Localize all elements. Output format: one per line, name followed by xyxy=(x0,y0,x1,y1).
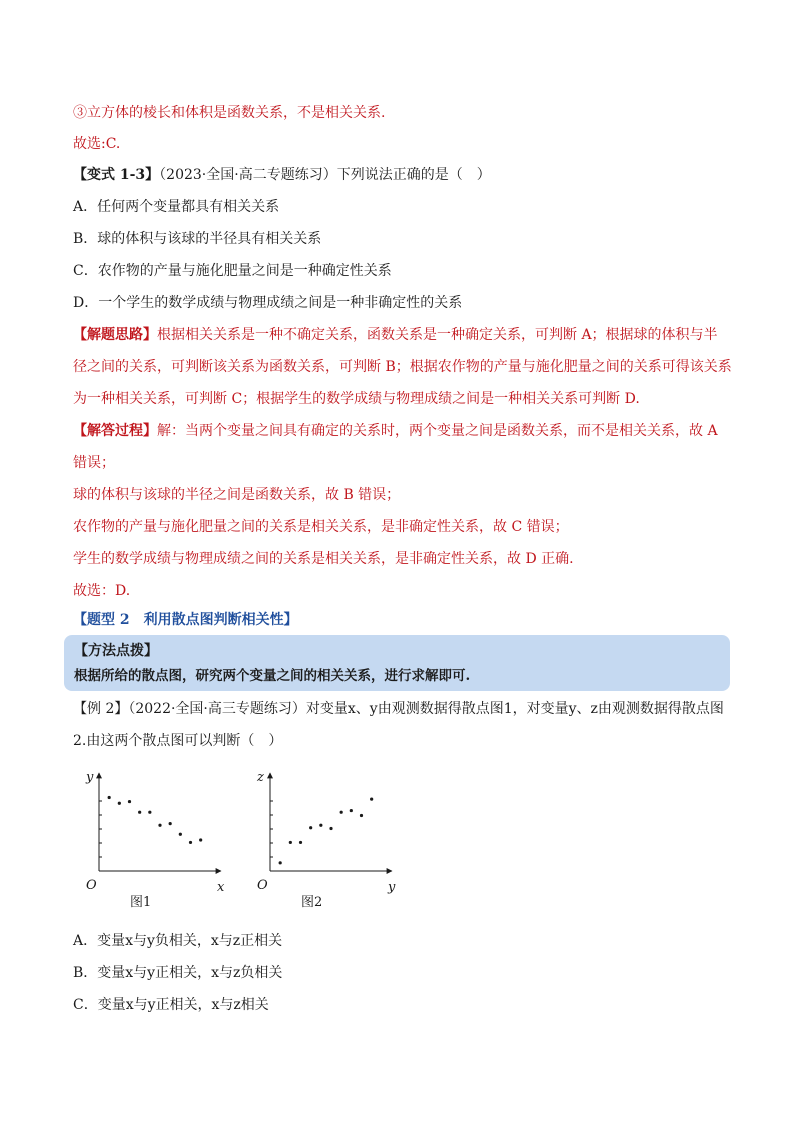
scatter-point xyxy=(279,861,282,864)
y-axis-label: y xyxy=(86,770,94,785)
topic-heading: 【题型 2 利用散点图判断相关性】 xyxy=(73,612,298,628)
scatter-point xyxy=(360,814,363,817)
process-label: 【解答过程】 xyxy=(73,423,157,439)
scatter-point xyxy=(189,841,192,844)
example-option-a: A．变量x与y负相关，x与z正相关 xyxy=(73,933,283,949)
scatter-plot-1 xyxy=(85,770,225,910)
scatter-point xyxy=(148,811,151,814)
scatter-plot-2 xyxy=(256,770,396,910)
scatter-point xyxy=(199,838,202,841)
process-text-1: 解：当两个变量之间具有确定的关系时，两个变量之间是函数关系，而不是相关关系，故 A xyxy=(157,423,718,439)
scatter-point xyxy=(118,802,121,805)
solution-note: ③立方体的棱长和体积是函数关系，不是相关关系. xyxy=(73,105,386,121)
option-c: C．农作物的产量与施化肥量之间是一种确定性关系 xyxy=(73,263,392,279)
scatter-point xyxy=(138,811,141,814)
option-d: D．一个学生的数学成绩与物理成绩之间是一种非确定性的关系 xyxy=(73,295,463,311)
origin-label: O xyxy=(257,878,268,893)
x-axis-label: y xyxy=(388,880,396,895)
option-a: A．任何两个变量都具有相关关系 xyxy=(73,199,280,215)
example-option-c: C．变量x与y正相关，x与z相关 xyxy=(73,997,269,1013)
answer-variant: 故选：D. xyxy=(73,583,131,599)
thinking-line-3: 为一种相关关系，可判断 C；根据学生的数学成绩与物理成绩之间是一种相关关系可判断 D. xyxy=(73,391,640,407)
scatter-point xyxy=(299,841,302,844)
method-title: 【方法点拨】 xyxy=(74,643,158,659)
scatter-point xyxy=(158,824,161,827)
example-line-1: 【例 2】（2022·全国·高三专题练习）对变量x、y由观测数据得散点图1，对变量y、z由观测数据得散点图 xyxy=(73,701,724,717)
process-line-5: 学生的数学成绩与物理成绩之间的关系是相关关系，是非确定性关系，故 D 正确. xyxy=(73,551,574,567)
process-line-3: 球的体积与该球的半径之间是函数关系，故 B 错误； xyxy=(73,487,401,503)
thinking-label: 【解题思路】 xyxy=(73,327,157,343)
scatter-point xyxy=(179,833,182,836)
scatter-point xyxy=(309,826,312,829)
origin-label: O xyxy=(86,878,97,893)
process-line-4: 农作物的产量与施化肥量之间的关系是相关关系，是非确定性关系，故 C 错误； xyxy=(73,519,569,535)
example-option-b: B．变量x与y正相关，x与z负相关 xyxy=(73,965,283,981)
process-line-2: 错误； xyxy=(73,455,115,471)
scatter-point xyxy=(340,811,343,814)
scatter-point xyxy=(128,800,131,803)
figure-caption: 图2 xyxy=(301,895,323,910)
answer-previous: 故选:C. xyxy=(73,136,121,152)
x-axis-label: x xyxy=(217,880,225,895)
figure-caption: 图1 xyxy=(130,895,152,910)
scatter-point xyxy=(370,798,373,801)
scatter-point xyxy=(289,841,292,844)
thinking-line-2: 径之间的关系，可判断该关系为函数关系，可判断 B；根据农作物的产量与施化肥量之间的关系可得该关系 xyxy=(73,359,732,375)
method-body: 根据所给的散点图，研究两个变量之间的相关关系，进行求解即可. xyxy=(74,668,471,684)
y-axis-label: z xyxy=(257,770,264,785)
variant-source-question: （2023·全国·高二专题练习）下列说法正确的是（ ） xyxy=(159,167,491,183)
scatter-point xyxy=(329,827,332,830)
scatter-point xyxy=(108,796,111,799)
scatter-point xyxy=(319,824,322,827)
option-b: B．球的体积与该球的半径具有相关关系 xyxy=(73,231,322,247)
variant-tag: 【变式 1-3】 xyxy=(73,167,160,183)
scatter-point xyxy=(169,822,172,825)
scatter-point xyxy=(350,809,353,812)
thinking-text-1: 根据相关关系是一种不确定关系，函数关系是一种确定关系，可判断 A；根据球的体积与半 xyxy=(157,327,718,343)
example-line-2: 2.由这两个散点图可以判断（ ） xyxy=(73,733,283,749)
